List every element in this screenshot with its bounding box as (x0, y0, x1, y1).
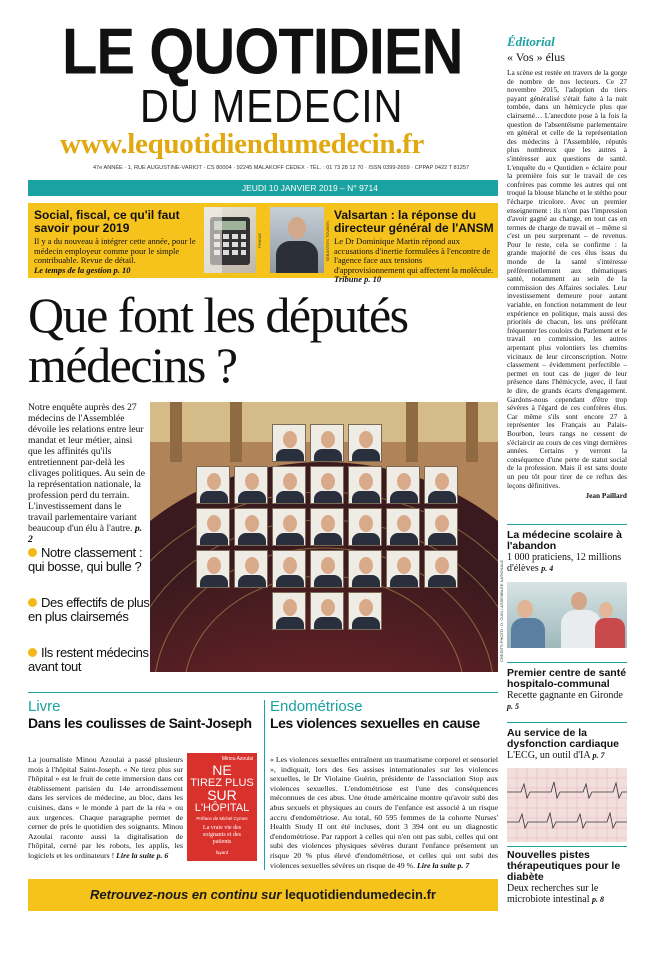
masthead-subtitle: DU MEDECIN (140, 81, 404, 133)
bullet-item[interactable]: Notre classement : qui bosse, qui bulle ? (28, 545, 143, 574)
deputy-portrait (386, 466, 420, 504)
masthead-title: LE QUOTIDIEN (62, 15, 463, 89)
bullet-item[interactable]: Des effectifs de plus en plus clairsemés (28, 595, 150, 624)
deputies-grid (150, 402, 498, 672)
deputy-portrait (272, 592, 306, 630)
side-story[interactable] (507, 850, 627, 905)
section-title: Les violences sexuelles en cause (270, 715, 480, 731)
footer-url[interactable]: lequotidiendumedecin.fr (285, 887, 436, 902)
teaser-title: Social, fiscal, ce qu'il faut savoir pour 2019 (34, 208, 180, 235)
endometriose-section[interactable] (270, 698, 498, 731)
section-kicker: Endométriose (270, 698, 363, 715)
side-story-text: 1 000 praticiens, 12 millions d'élèves p. 4 (507, 552, 622, 574)
teaser-title: Valsartan : la réponse du directeur général de l'ANSM (334, 208, 494, 235)
teaser-band (28, 203, 498, 284)
deputy-portrait (272, 508, 306, 546)
deputy-portrait (424, 550, 458, 588)
portrait-suit (276, 241, 318, 273)
ecg-photo (507, 768, 627, 842)
book-publisher: fayard (215, 850, 229, 855)
imprint-line: 47e ANNÉE · 1, RUE AUGUSTINE-VARIOT · CS 80004 · 92245 MALAKOFF CEDEX · TÉL. : 01 73 28 12 70 · ISSN 0399-2659 · CPPAP 0422 T 81257 (92, 165, 470, 171)
side-story[interactable] (507, 530, 627, 574)
deputy-portrait (272, 550, 306, 588)
bullet-item[interactable]: Ils restent médecins avant tout (28, 645, 149, 674)
deputy-portrait (310, 424, 344, 462)
book-title-line: SUR (207, 787, 237, 803)
side-story[interactable] (507, 728, 627, 761)
deputy-portrait (424, 466, 458, 504)
deputy-portrait (386, 508, 420, 546)
editorial-text: La scène est restée en travers de la gorge de nombre de nos lecteurs. Ce 27 novembre 2015, l'adoption du tiers payant généralisé s'était faite à la nuit tombée, dans un hémicycle plus que clairsemé… L'anecdote pose à la fois la question de l'absentéisme parlementaire en général et celle de la représentation des médecins à l'Assemblée, réputés plus nombreux que les autres à s'intéresser aux questions de santé. L'enquête du « Quotidien » éclaire pour la première fois sur le travail de ces confrères pas comme les autres qui ont troqué la blouse blanche et le stétho pour l'écharpe tricolore. Avec un premier enseignement : ils n'ont pas l'impression d'avoir gagné au change, en tout cas en termes de charge de travail et – même si c'est un peu surprenant – de revenus. Pour le reste, cela se confirme : la grande majorité de ces élus issus du monde de la santé s'intéresse préférentiellement aux thématiques santé, notamment au sein de la commission des Affaires sociales. Leur investissement demeure pour autant variable, en fonction notamment de leur expérience en politique, mais aussi des priorités de chacun, les uns préférant fréquenter les couloirs du Parlement et le travail en commission, les autres arpentant plus volontiers les chemins vicinaux de leur circonscription. Notre classement – évidemment perfectible – permet en tout cas de juger de leur présence dans l'hémicycle, avec, il faut le dire, de grands écarts d'engagement. Gardons-nous cependant d'être trop sévères à l'égard de ces confrères élus. Car même s'ils sont encore 27 à représenter les Français au Palais-Bourbon, leurs rangs ne cessent de s'éclaircir au cours de ces vingt dernières années. Certains y verront la conséquence d'une perte de statut social de la profession. Mais il est sans doute un peu tôt pour tirer de ce reflux des leçons définitives. (507, 68, 627, 490)
side-story-title: Premier centre de santé hospitalo-communal (507, 667, 627, 690)
editorial[interactable] (507, 34, 627, 501)
footer-prefix: Retrouvez-nous en continu sur (90, 887, 286, 902)
main-headline[interactable]: Que font les députés médecins ? (28, 287, 408, 393)
teaser-text: Il y a du nouveau à intégrer cette année, pour le médecin employeur comme pour le simple contribuable. Revue de détail. (34, 236, 196, 265)
masthead-url[interactable]: www.lequotidiendumedecin.fr (60, 128, 425, 160)
livre-text: La journaliste Minou Azoulai a passé plusieurs mois à l'hôpital Saint-Joseph. « Ne tirez plus sur l'hôpital » est le fruit de cette immersion dans cet établissement parisien du 14e arrondissement dans les services de médecine, au bloc, dans les cuisines, dans « le monde à part de la réa » ou aux urgences. Chaque paragraphe permet de cerner de près le quotidien des soignants. Minou Azoulai raconte aussi la digitalisation de l'hôpital, cerné par les robots, les applis, les logiciels et les ordinateurs ! Lire la suite p. 6 (28, 755, 183, 860)
section-kicker: Livre (28, 698, 61, 715)
side-story-ref: p. 7 (592, 751, 605, 760)
deputy-portrait (348, 466, 382, 504)
book-subtitle: La vraie vie des soignants et des patients (202, 825, 242, 845)
deputy-portrait (234, 466, 268, 504)
side-story[interactable] (507, 668, 627, 712)
teaser-text: Le Dr Dominique Martin répond aux accusations d'inertie formulées à l'encontre de l'agence face aux tensions d'approvisionnement qui affectent la molécule. Tribune p. 10 (334, 236, 494, 284)
teaser-valsartan[interactable] (334, 209, 494, 285)
deputy-portrait (348, 550, 382, 588)
livre-ref: Lire la suite p. 6 (116, 850, 169, 860)
lead-ref: p. 2 (28, 523, 143, 545)
teaser-ref: Le temps de la gestion p. 10 (34, 264, 131, 275)
deputy-portrait (310, 550, 344, 588)
side-story-ref: p. 5 (507, 702, 519, 711)
deputy-portrait (310, 508, 344, 546)
deputy-portrait (272, 466, 306, 504)
issue-date: JEUDI 10 JANVIER 2019 – N° 9714 (241, 183, 378, 193)
book-cover (187, 753, 257, 861)
book-author: Minou Azoulai (221, 756, 253, 762)
divider (507, 662, 627, 663)
bullet-dot-icon (28, 598, 37, 607)
deputy-portrait (348, 508, 382, 546)
side-story-title: Nouvelles pistes thérapeutiques pour le diabète (507, 849, 621, 883)
deputy-portrait (234, 508, 268, 546)
photo-credit: CREDITS PHOTO : D. CUIN / ASSEMBLÉE NATIONALE (499, 560, 504, 662)
deputy-portrait (234, 550, 268, 588)
side-story-ref: p. 4 (541, 564, 554, 573)
portrait-photo (270, 207, 324, 273)
deputy-portrait (348, 592, 382, 630)
editorial-title: « Vos » élus (507, 50, 565, 64)
side-story-text: Deux recherches sur le microbiote intestinal p. 8 (507, 883, 604, 905)
divider (507, 524, 627, 525)
deputy-portrait (196, 508, 230, 546)
endometriose-text: « Les violences sexuelles entraînent un traumatisme corporel et sensoriel », indiquait, lors des 6es assises internationales sur les violences sexuelles, le Dr Violaine Guérin, présidente de l'association Stop aux violences sexuelles. L'endométriose est l'une des conséquences méconnues de ces abus. Une étude américaine montre qu'avoir subi des abus sexuels et physiques au cours de l'enfance est associé à un risque accru d'endométriose. Au total, 60 595 femmes de la cohorte Nurses' Health Study II ont été incluses, dont 3 394 ont eu un diagnostic d'endométriose. Par rapport à celles qui n'en ont pas subi, celles qui ont subi des violences physiques sévères durant l'enfance présentent un risque 20 % plus élevé d'endométriose, et celles qui ont subi des violences sexuelles sévères un risque de 49 %. Lire la suite p. 7 (270, 755, 498, 870)
calculator-icon (204, 207, 256, 273)
deputy-portrait (310, 466, 344, 504)
divider (507, 846, 627, 847)
deputy-portrait (348, 424, 382, 462)
book-preface: Préface de Michel Cymes (196, 816, 248, 821)
bullet-dot-icon (28, 648, 37, 657)
side-story-title: Au service de la dysfonction cardiaque (507, 727, 620, 750)
deputy-portrait (386, 550, 420, 588)
deputy-portrait (310, 592, 344, 630)
main-lead: Notre enquête auprès des 27 médecins de l'Assemblée dévoile les relations entre leur mandat et leur métier, ainsi que les affinités qu'ils entretiennent par-delà les clivages politiques. Au sein de la représentation nationale, la profession perd du terrain. L'investissement dans le travail parlementaire variant beaucoup d'un élu à l'autre. p. 2 (28, 402, 145, 545)
endometriose-ref: Lire la suite p. 7 (417, 860, 470, 870)
section-title: Dans les coulisses de Saint-Joseph (28, 715, 252, 731)
portrait-head (288, 217, 306, 239)
book-title-line: TIREZ PLUS (190, 777, 254, 789)
footer-band[interactable] (28, 879, 498, 911)
photo-credit: PHANIE (257, 233, 262, 248)
teaser-ref: Tribune p. 10 (334, 274, 382, 284)
book-title-line: L'HÔPITAL (194, 802, 250, 814)
date-band (28, 180, 498, 196)
livre-section[interactable] (28, 698, 260, 731)
side-story-title: La médecine scolaire à l'abandon (507, 529, 622, 552)
school-photo (507, 582, 627, 648)
calculator-photo (204, 207, 256, 273)
editorial-kicker: Éditorial (507, 34, 555, 49)
teaser-gestion[interactable] (34, 209, 202, 275)
book-title-line: NE (212, 762, 232, 778)
divider (264, 700, 265, 870)
ecg-icon (507, 768, 627, 842)
editorial-signature: Jean Paillard (585, 491, 627, 501)
side-story-text: L'ECG, un outil d'IA p. 7 (507, 750, 605, 761)
photo-credit: SEBASTIEN TOUBON (325, 221, 330, 262)
side-story-ref: p. 8 (591, 895, 604, 904)
bullet-dot-icon (28, 548, 37, 557)
side-story-text: Recette gagnante en Gironde (507, 690, 623, 701)
divider (507, 722, 627, 723)
deputy-portrait (272, 424, 306, 462)
deputy-portrait (196, 466, 230, 504)
deputy-portrait (424, 508, 458, 546)
divider (28, 692, 498, 693)
right-sidebar (507, 0, 627, 960)
deputy-portrait (196, 550, 230, 588)
